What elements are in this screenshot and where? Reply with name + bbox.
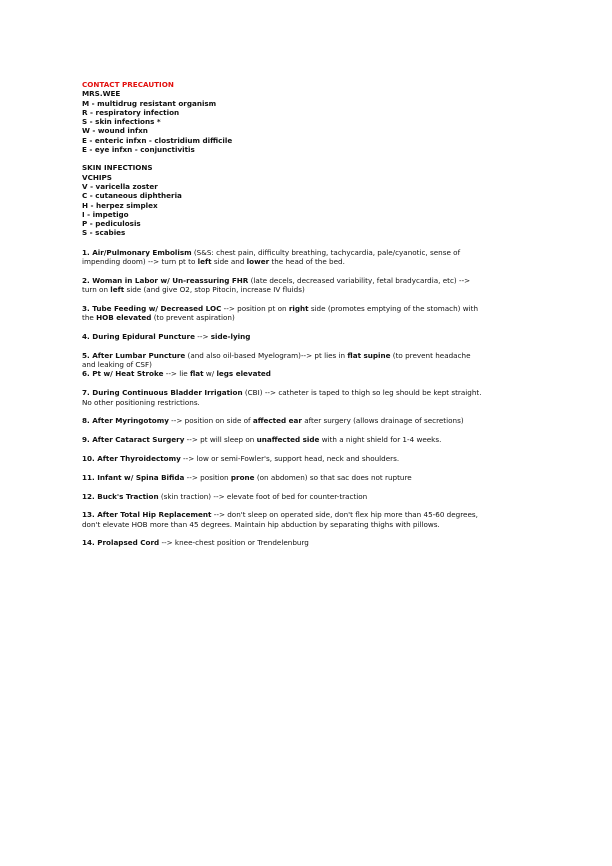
item-bold-text: 1. Air/Pulmonary Embolism xyxy=(82,247,192,257)
document-page xyxy=(82,80,482,548)
item-text: --> position xyxy=(184,472,231,482)
positioning-list xyxy=(82,248,482,548)
item-text: --> lie xyxy=(163,369,190,379)
positioning-item xyxy=(82,492,482,501)
item-text: --> position pt on xyxy=(221,303,289,313)
positioning-item xyxy=(82,332,482,341)
item-text: --> pt will sleep on xyxy=(184,435,257,445)
item-bold-text: left xyxy=(110,285,125,295)
positioning-item xyxy=(82,473,482,482)
item-text: (skin traction) --> elevate foot of bed for counter-traction xyxy=(158,491,368,501)
item-bold-text: 11. Infant w/ Spina Bifida xyxy=(82,472,185,482)
item-bold-text: 9. After Cataract Surgery xyxy=(82,435,185,445)
positioning-item xyxy=(82,416,482,425)
item-bold-text: 8. After Myringotomy xyxy=(82,416,169,426)
contact-line: S - skin infections * xyxy=(82,117,161,127)
positioning-item xyxy=(82,388,482,407)
item-text: side (and give O2, stop Pitocin, increase IV fluids) xyxy=(124,285,305,295)
skin-line: H - herpez simplex xyxy=(82,200,158,210)
positioning-item xyxy=(82,454,482,463)
skin-line: I - impetigo xyxy=(82,209,129,219)
item-text: (to prevent headache and leaking of CSF) xyxy=(82,350,471,370)
contact-precaution-section xyxy=(82,80,482,154)
item-bold-text: flat xyxy=(189,369,204,379)
item-text: (on abdomen) so that sac does not rupture xyxy=(254,472,412,482)
contact-line: E - eye infxn - conjunctivitis xyxy=(82,145,195,155)
contact-precaution-heading: CONTACT PRECAUTION xyxy=(82,80,174,89)
item-text: after surgery (allows drainage of secretions) xyxy=(301,416,464,426)
item-text: (late decels, decreased variability, fetal bradycardia, etc) --> turn on xyxy=(82,275,471,295)
item-bold-text: 4. During Epidural Puncture xyxy=(82,332,195,342)
item-bold-text: 13. After Total Hip Replacement xyxy=(82,510,212,520)
item-bold-text: 6. Pt w/ Heat Stroke xyxy=(82,369,164,379)
item-bold-text: affected ear xyxy=(252,416,302,426)
positioning-item xyxy=(82,304,482,323)
item-bold-text: 2. Woman in Labor w/ Un-reassuring FHR xyxy=(82,275,249,285)
item-text: --> xyxy=(194,332,211,342)
item-bold-text: left xyxy=(197,257,212,267)
item-text: (CBI) --> catheter is taped to thigh so leg should be kept straight. No other positioning restrictions. xyxy=(82,388,482,407)
item-text: --> low or semi-Fowler's, support head, neck and shoulders. xyxy=(180,453,400,463)
positioning-item xyxy=(82,538,482,547)
positioning-item xyxy=(82,351,482,370)
item-text: --> knee-chest position or Trendelenburg xyxy=(159,538,309,548)
item-bold-text: 3. Tube Feeding w/ Decreased LOC xyxy=(82,303,222,313)
item-text: --> position on side of xyxy=(168,416,253,426)
item-bold-text: HOB elevated xyxy=(96,313,152,323)
item-text: the head of the bed. xyxy=(269,257,345,267)
item-bold-text: prone xyxy=(230,472,255,482)
item-text: (and also oil-based Myelogram)--> pt lies in xyxy=(185,350,348,360)
skin-line: C - cutaneous diphtheria xyxy=(82,191,182,201)
item-bold-text: right xyxy=(288,303,309,313)
item-bold-text: unaffected side xyxy=(256,435,320,445)
positioning-item xyxy=(82,276,482,295)
item-bold-text: 12. Buck's Traction xyxy=(82,491,159,501)
item-text: (to prevent aspiration) xyxy=(151,313,235,323)
item-text: (S&S: chest pain, difficulty breathing, tachycardia, pale/cyanotic, sense of impending doom) --> turn pt to xyxy=(82,247,461,267)
skin-line: P - pediculosis xyxy=(82,219,141,229)
positioning-item xyxy=(82,369,482,378)
contact-line: E - enteric infxn - clostridium difficile xyxy=(82,135,233,145)
item-text: with a night shield for 1-4 weeks. xyxy=(319,435,442,445)
contact-mnemonic: MRS.WEE xyxy=(82,89,121,99)
item-text: side (promotes emptying of the stomach) with the xyxy=(82,303,479,323)
item-bold-text: 14. Prolapsed Cord xyxy=(82,538,160,548)
item-bold-text: flat supine xyxy=(347,350,391,360)
contact-line: M - multidrug resistant organism xyxy=(82,98,217,108)
contact-line: R - respiratory infection xyxy=(82,107,180,117)
positioning-item xyxy=(82,435,482,444)
item-text: w/ xyxy=(203,369,217,379)
positioning-item xyxy=(82,248,482,267)
item-bold-text: side-lying xyxy=(210,332,251,342)
contact-line: W - wound infxn xyxy=(82,126,148,136)
skin-line: S - scabies xyxy=(82,228,126,238)
skin-line: V - varicella zoster xyxy=(82,181,158,191)
item-bold-text: 7. During Continuous Bladder Irrigation xyxy=(82,388,243,398)
item-bold-text: 5. After Lumbar Puncture xyxy=(82,350,186,360)
skin-mnemonic: VCHIPS xyxy=(82,172,112,182)
positioning-item xyxy=(82,510,482,529)
skin-infections-heading: SKIN INFECTIONS xyxy=(82,163,153,173)
skin-infections-section xyxy=(82,163,482,237)
item-bold-text: lower xyxy=(246,257,270,267)
item-text: --> don't sleep on operated side, don't flex hip more than 45-60 degrees, don't elevate HOB more than 45 degrees. Maintain hip abduction by separating thighs with pillows. xyxy=(82,510,478,529)
item-bold-text: 10. After Thyroidectomy xyxy=(82,453,181,463)
item-bold-text: legs elevated xyxy=(216,369,271,379)
item-text: side and xyxy=(211,257,247,267)
